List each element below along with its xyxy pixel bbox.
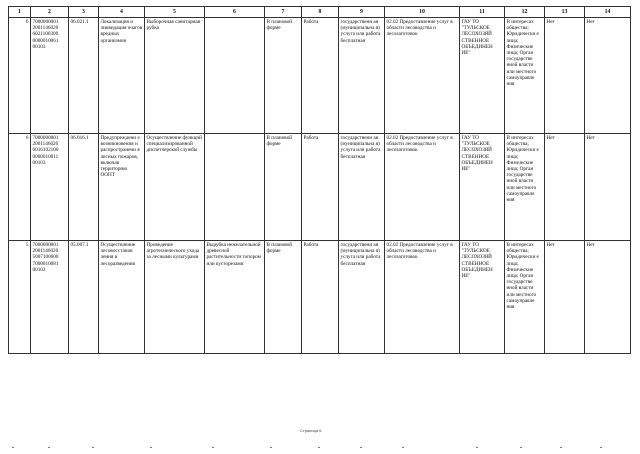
column-13-value: Нет — [545, 134, 585, 241]
column-header: 14 — [585, 7, 631, 18]
service-form: В плановой форме — [265, 18, 302, 134]
page-footer: Страница 6 — [300, 428, 322, 433]
service-type: Работа — [302, 241, 339, 354]
column-header: 13 — [545, 7, 585, 18]
column-header: 1 — [9, 7, 31, 18]
column-header: 7 — [265, 7, 302, 18]
service-form: В плановой форме — [265, 241, 302, 354]
registry-code: 7000000001 2001146020 6016102100 0000010011 00103 — [31, 134, 69, 241]
column-13-value: Нет — [545, 241, 585, 354]
provider: ГАУ ТО "ТУЛЬСКОЕ ЛЕСОХОЗЯЙ СТВЕННОЕ ОБЪЕДИНЕН ИЕ" — [460, 18, 505, 134]
column-14-value: Нет — [585, 134, 631, 241]
registry-table — [8, 6, 631, 354]
row-number: 6 — [9, 18, 31, 134]
payment-basis: государственн ая (муниципальна я) услуга или работа бесплатная — [339, 18, 385, 134]
payment-basis: государственн ая (муниципальна я) услуга или работа бесплатная — [339, 241, 385, 354]
table-row — [9, 134, 631, 241]
table-row — [9, 241, 631, 354]
service-type: Работа — [302, 18, 339, 134]
service-description — [205, 134, 265, 241]
column-header: 8 — [302, 7, 339, 18]
header-row — [9, 7, 631, 18]
provider: ГАУ ТО "ТУЛЬСКОЕ ЛЕСОХОЗЯЙ СТВЕННОЕ ОБЪЕДИНЕН ИЕ" — [460, 134, 505, 241]
service-ident: 06.021.1 — [69, 18, 99, 134]
consumers: В интересах общества; Юридически е лица; Физические лица; Орган государстве нной власти или местного самоуправле ния — [505, 18, 545, 134]
service-ident: 05.007.1 — [69, 241, 99, 354]
service-type: Работа — [302, 134, 339, 241]
column-14-value: Нет — [585, 18, 631, 134]
column-header: 3 — [69, 7, 99, 18]
service-form: В плановой форме — [265, 134, 302, 241]
service-description: Вырубка нежелательной древесной растительности топором или кусторезами — [205, 241, 265, 354]
service-subname: Проведение агротехнического ухода за лесными культурами — [145, 241, 205, 354]
column-13-value: Нет — [545, 18, 585, 134]
row-number: 6 — [9, 134, 31, 241]
row-number: 5 — [9, 241, 31, 354]
column-header: 11 — [460, 7, 505, 18]
column-header: 4 — [99, 7, 145, 18]
column-header: 9 — [339, 7, 385, 18]
consumers: В интересах общества; Юридически е лица; Физические лица; Орган государстве нной власти или местного самоуправле ния — [505, 241, 545, 354]
service-name: Осуществление лесовосстанов ления и лесоразведения — [99, 241, 145, 354]
column-14-value: Нет — [585, 241, 631, 354]
column-header: 5 — [145, 7, 205, 18]
service-name: Предупреждени е возникновения и распространени я лесных пожаров, включая территорию ООПТ — [99, 134, 145, 241]
service-subname: Осуществление функций специализированной диспетчерской службы — [145, 134, 205, 241]
payment-basis: государственн ая (муниципальна я) услуга или работа бесплатная — [339, 134, 385, 241]
column-header: 2 — [31, 7, 69, 18]
registry-code: 7000000001 2001146020 6021100300 0000010061 00103 — [31, 18, 69, 134]
column-header: 10 — [385, 7, 460, 18]
service-ident: 06.016.1 — [69, 134, 99, 241]
provider: ГАУ ТО "ТУЛЬСКОЕ ЛЕСОХОЗЯЙ СТВЕННОЕ ОБЪЕДИНЕН ИЕ" — [460, 241, 505, 354]
activity-category: 02.02 Предоставление услуг в области лесоводства и лесозаготовок — [385, 241, 460, 354]
consumers: В интересах общества; Юридически е лица; Физические лица; Орган государстве нной власти или местного самоуправле ния — [505, 134, 545, 241]
service-description — [205, 18, 265, 134]
column-header: 6 — [205, 7, 265, 18]
column-header: 12 — [505, 7, 545, 18]
activity-category: 02.02 Предоставление услуг в области лесоводства и лесозаготовок — [385, 18, 460, 134]
table-row — [9, 18, 631, 134]
activity-category: 02.02 Предоставление услуг в области лесоводства и лесозаготовок — [385, 134, 460, 241]
service-name: Локализация и ликвидация очагов вредных организмов — [99, 18, 145, 134]
registry-code: 7000000001 2001146020 5007100600 7000010081 00103 — [31, 241, 69, 354]
service-subname: Выборочная санитарная рубка — [145, 18, 205, 134]
